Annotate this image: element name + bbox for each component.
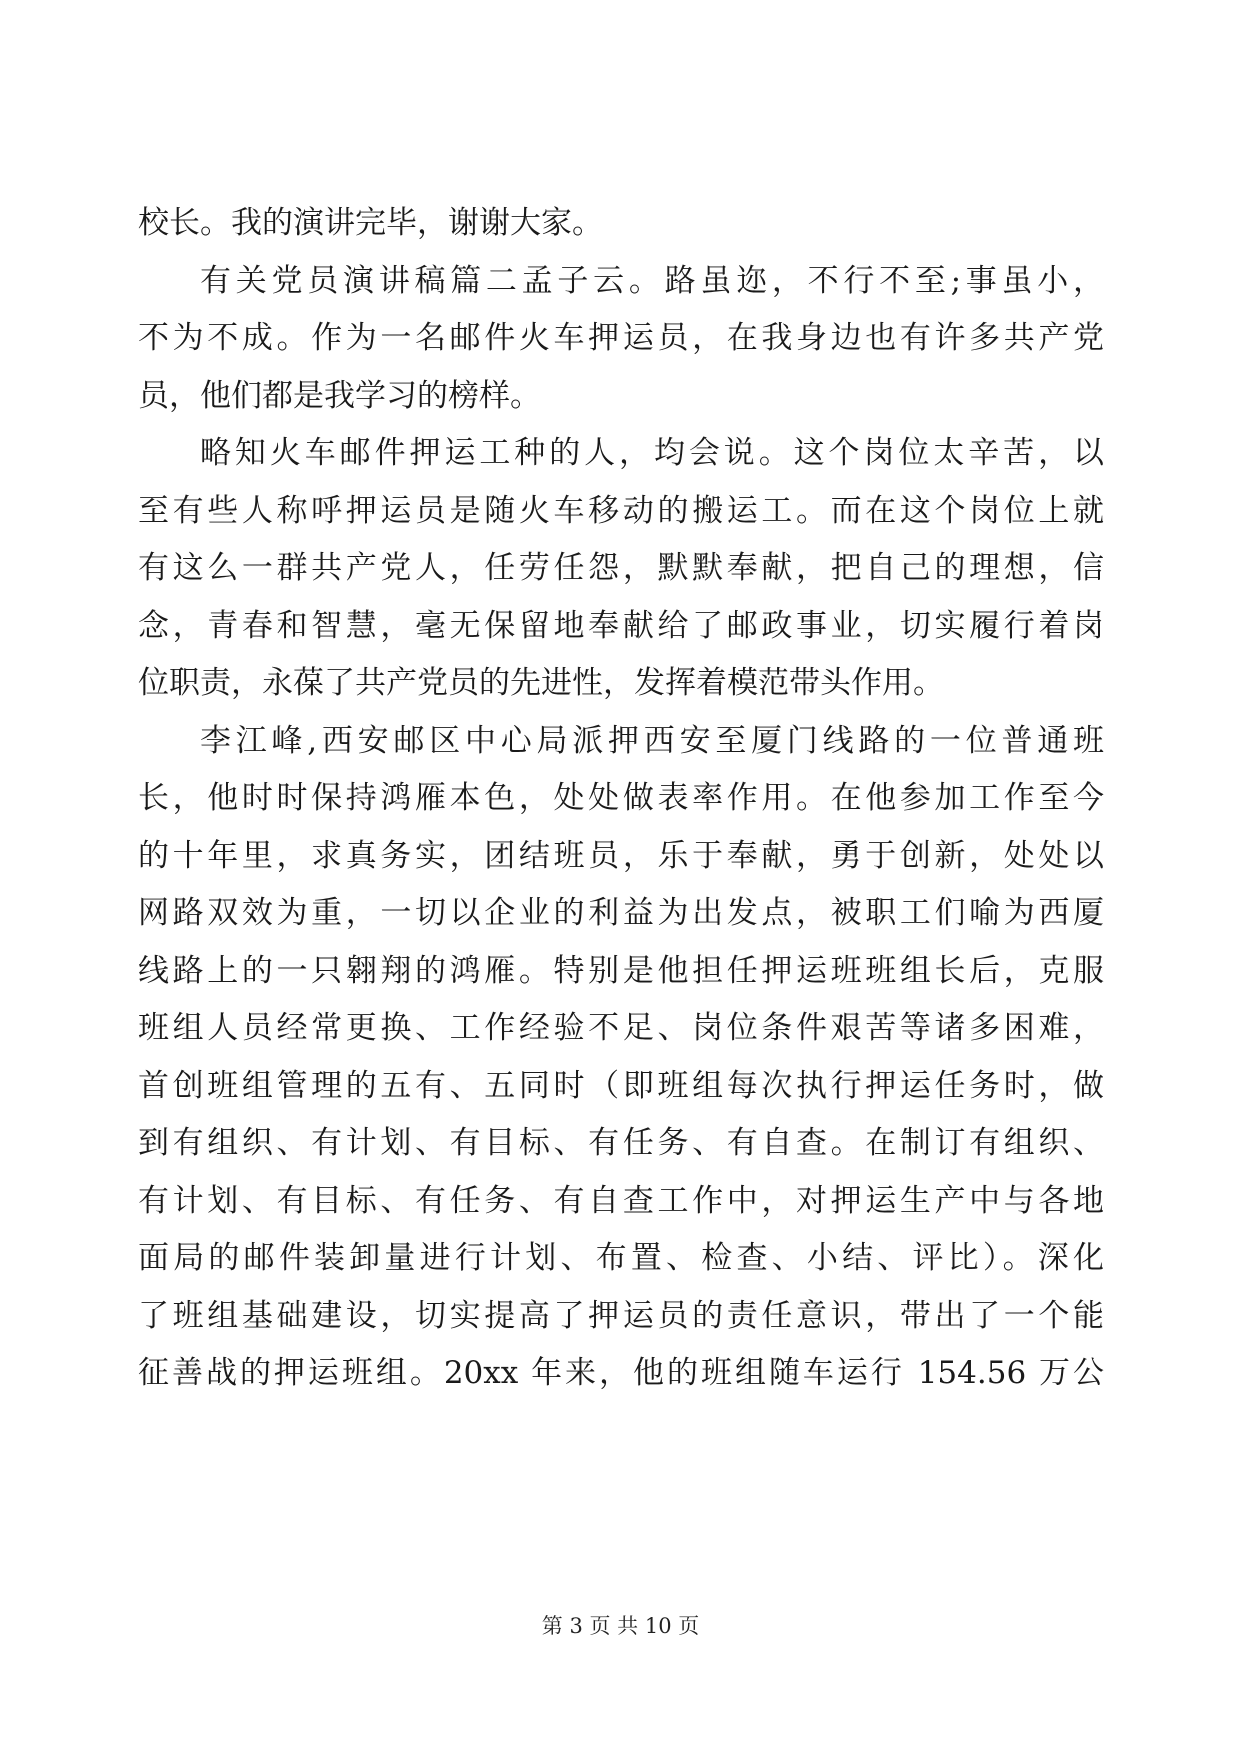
text-line: 首创班组管理的五有、五同时（即班组每次执行押运任务时，做 — [138, 1067, 1104, 1104]
text-line: 班组人员经常更换、工作经验不足、岗位条件艰苦等诸多困难， — [138, 1010, 1104, 1046]
body-text — [138, 195, 1104, 1403]
text-line: 线路上的一只翱翔的鸿雁。特别是他担任押运班班组长后，克服 — [138, 952, 1104, 989]
text-line: 征善战的押运班组。20xx 年来，他的班组随车运行 154.56 万公 — [138, 1355, 1104, 1391]
text-line: 面局的邮件装卸量进行计划、布置、检查、小结、评比）。深化 — [138, 1240, 1104, 1276]
text-line: 到有组织、有计划、有目标、有任务、有自查。在制订有组织、 — [138, 1125, 1104, 1161]
text-line: 有这么一群共产党人，任劳任怨，默默奉献，把自己的理想，信 — [138, 550, 1104, 586]
paragraph-first-line: 李江峰,西安邮区中心局派押西安至厦门线路的一位普通班 — [200, 722, 1104, 759]
text-line: 网路双效为重，一切以企业的利益为出发点，被职工们喻为西厦 — [138, 895, 1104, 931]
text-line: 至有些人称呼押运员是随火车移动的搬运工。而在这个岗位上就 — [138, 492, 1104, 529]
text-line: 位职责，永葆了共产党员的先进性，发挥着模范带头作用。 — [138, 665, 944, 701]
text-line: 校长。我的演讲完毕，谢谢大家。 — [138, 205, 603, 241]
text-line: 念，青春和智慧，毫无保留地奉献给了邮政事业，切实履行着岗 — [138, 607, 1104, 644]
text-line: 了班组基础建设，切实提高了押运员的责任意识，带出了一个能 — [138, 1297, 1104, 1334]
page-number-footer: 第 3 页 共 10 页 — [541, 1614, 700, 1638]
text-line: 员，他们都是我学习的榜样。 — [138, 377, 541, 414]
text-line: 的十年里，求真务实，团结班员，乐于奉献，勇于创新，处处以 — [138, 837, 1104, 874]
text-line: 不为不成。作为一名邮件火车押运员，在我身边也有许多共产党 — [138, 320, 1104, 356]
paragraph-first-line: 有关党员演讲稿篇二孟子云。路虽迩，不行不至;事虽小， — [200, 262, 1104, 299]
text-line: 长，他时时保持鸿雁本色，处处做表率作用。在他参加工作至今 — [138, 780, 1104, 816]
paragraph-first-line: 略知火车邮件押运工种的人，均会说。这个岗位太辛苦，以 — [200, 435, 1104, 471]
text-line: 有计划、有目标、有任务、有自查工作中，对押运生产中与各地 — [138, 1182, 1104, 1219]
